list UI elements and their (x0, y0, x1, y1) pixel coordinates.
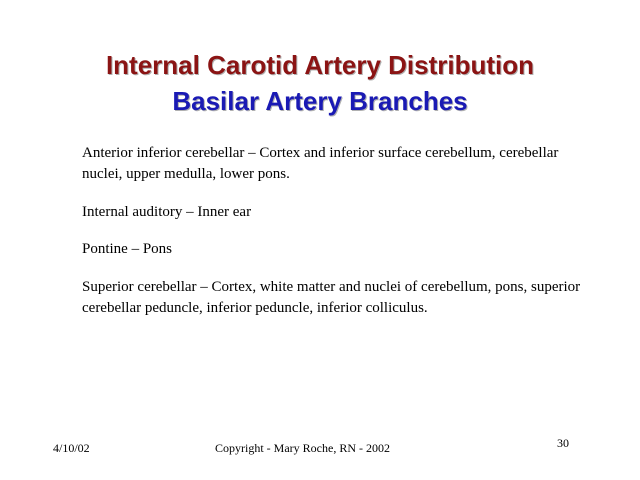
footer-copyright: Copyright - Mary Roche, RN - 2002 (215, 441, 390, 455)
body-item-superior-cerebellar: Superior cerebellar – Cortex, white matter and nuclei of cerebellum, pons, superior cerebellar peduncle, inferior peduncle, inferior colliculus. (82, 279, 581, 316)
body-item-pontine: Pontine – Pons (82, 241, 173, 257)
footer-date: 4/10/02 (53, 441, 90, 455)
slide-subtitle: Basilar Artery Branches (172, 86, 468, 116)
body-item-anterior-inferior-cerebellar: Anterior inferior cerebellar – Cortex and inferior surface cerebellum, cerebellar nuclei, upper medulla, lower pons. (82, 145, 559, 182)
body-item-internal-auditory: Internal auditory – Inner ear (82, 204, 252, 220)
page-number: 30 (557, 436, 569, 450)
slide-title: Internal Carotid Artery Distribution (105, 50, 535, 80)
